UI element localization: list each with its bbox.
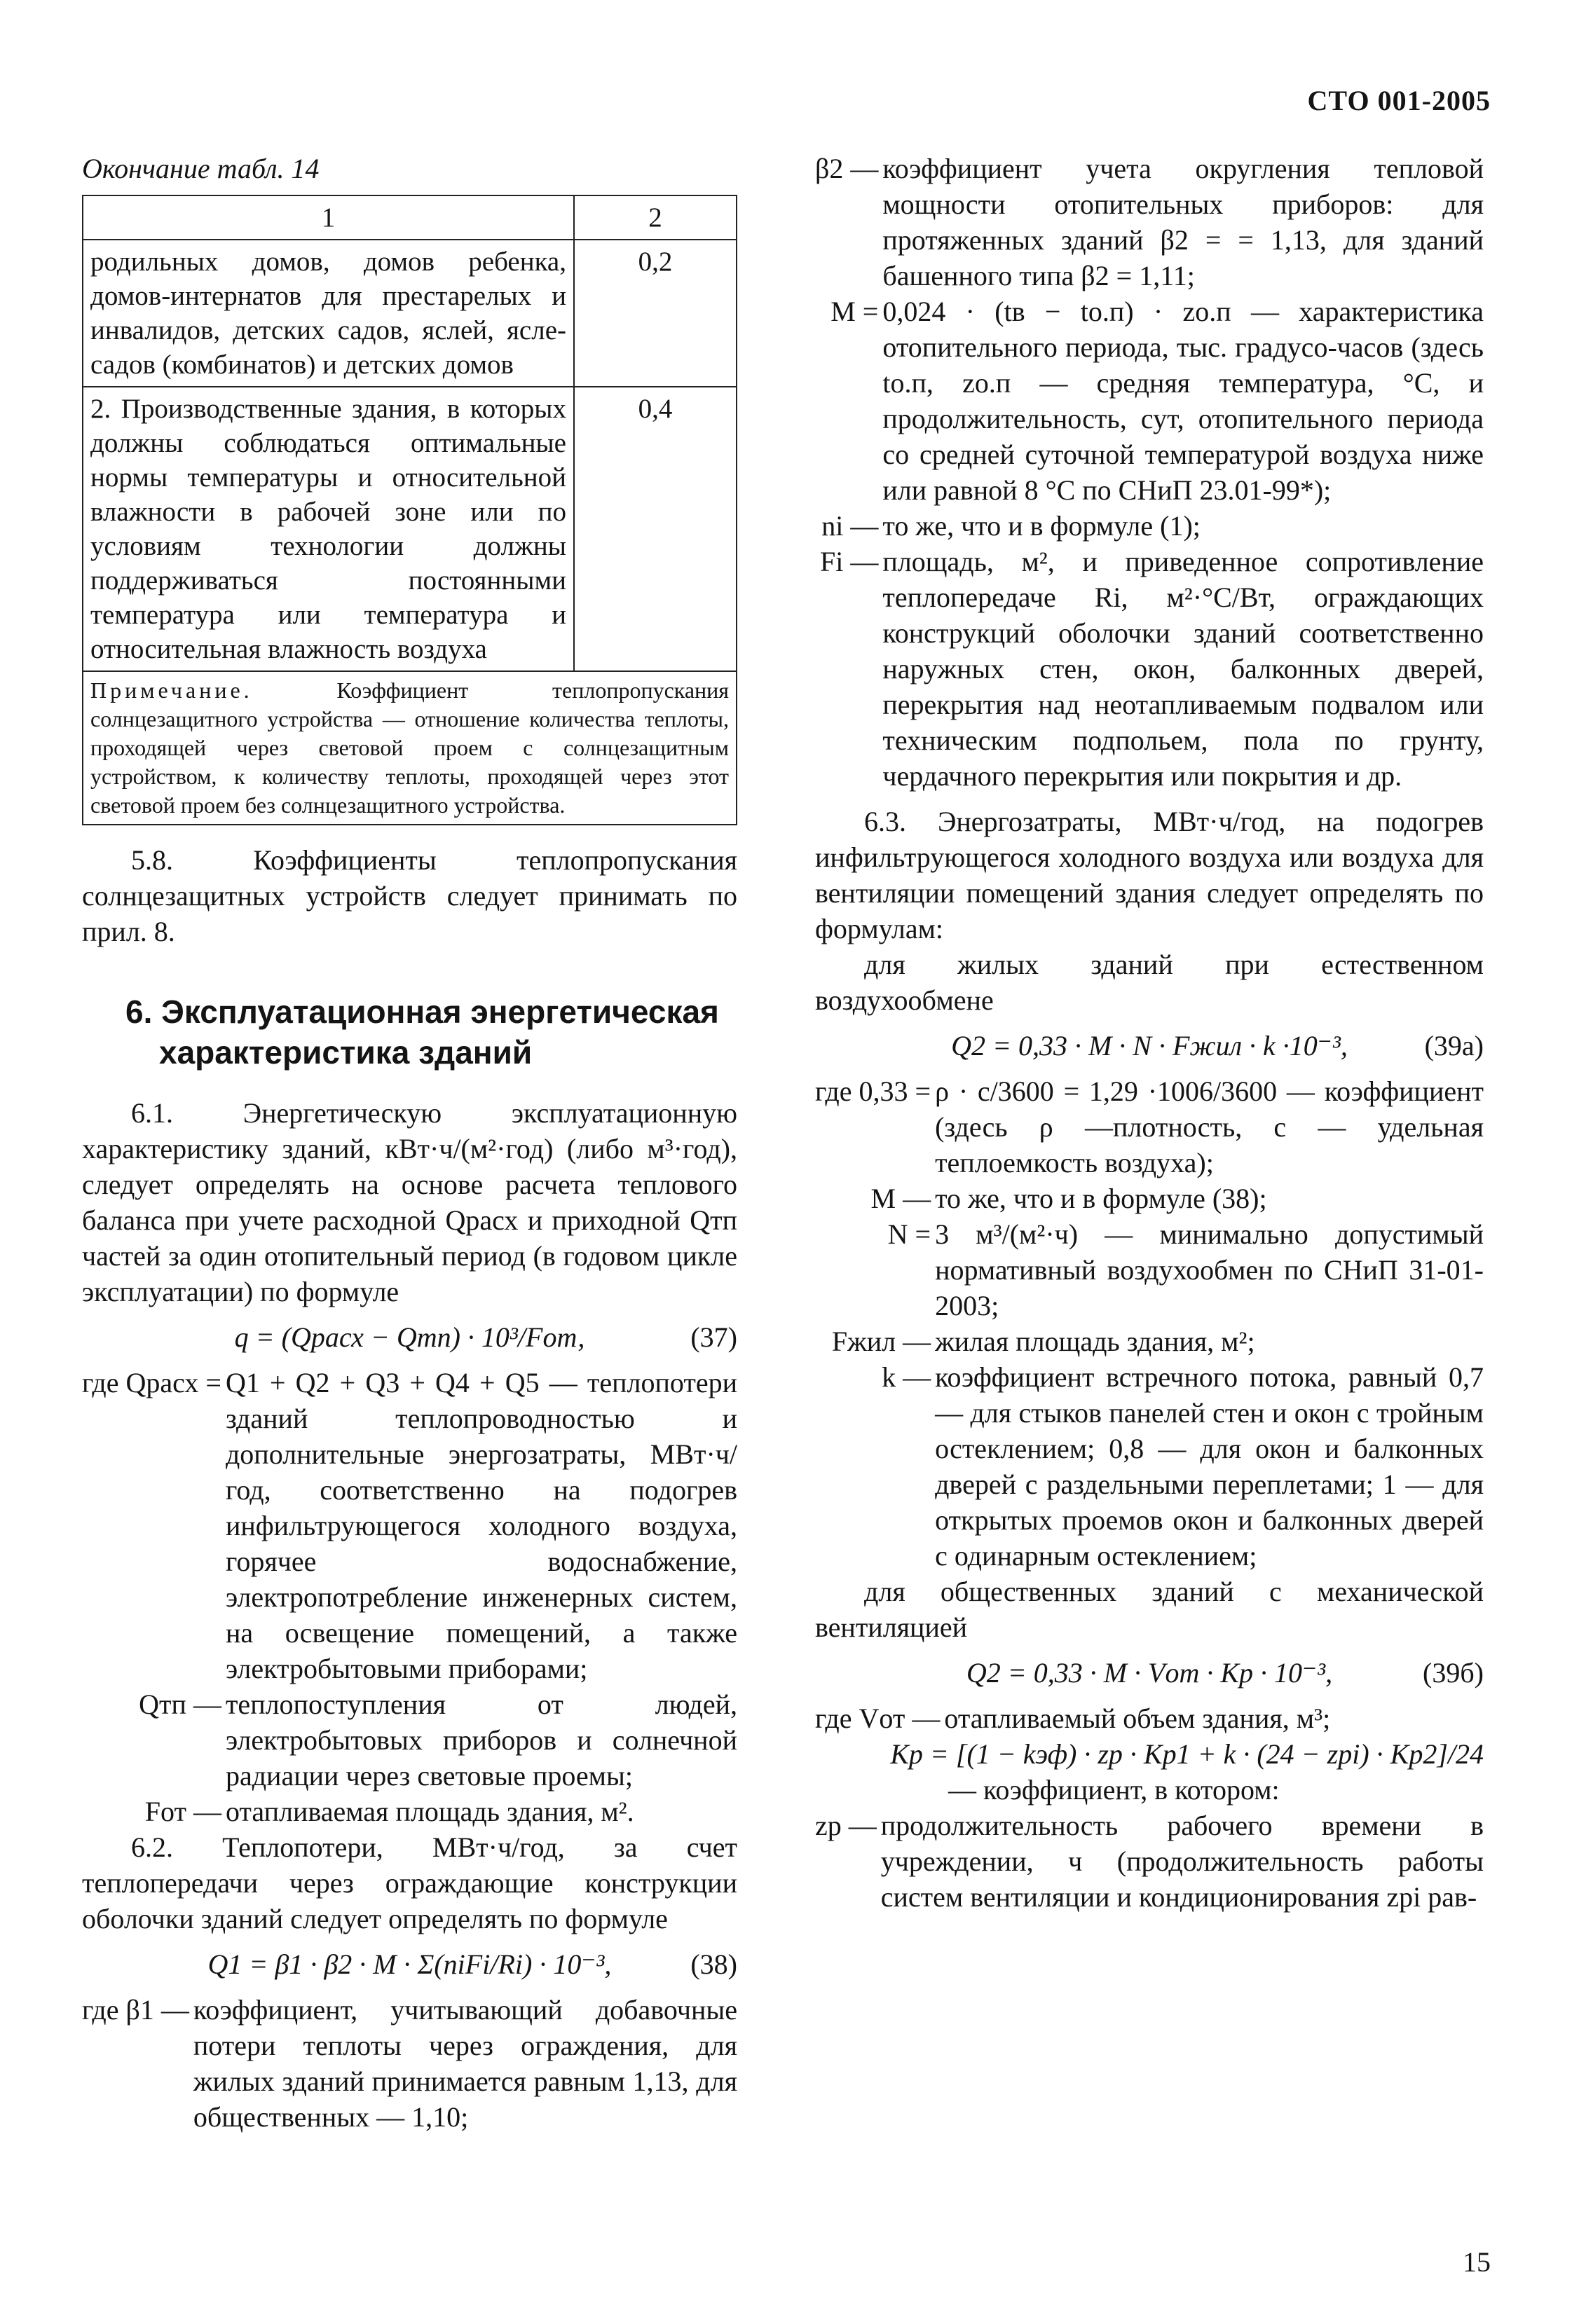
standard-code: СТО 001-2005 [1307, 85, 1491, 116]
def-term: где Vот — [815, 1703, 941, 1734]
formula-number: (39б) [1423, 1657, 1484, 1689]
paragraph-residential: для жилых зданий при естественном воздухообмене [815, 949, 1484, 1016]
def-term: M — [870, 1183, 931, 1214]
def-desc: коэффициент, учитывающий добавочные потери теплоты через ограждения, для жилых зданий принимается равным 1,13, для общественных — 1,10; [193, 1994, 737, 2133]
def-desc: Q1 + Q2 + Q3 + Q4 + Q5 — теплопотери зданий теплопроводностью и дополнительные энергозатраты, МВт·ч/год, соответственно на подогрев инфильтрующегося холодного воздуха, горячее водоснабжение, электропотребление инженерных систем, на освещение помещений, а также электробытовыми приборами; [225, 1367, 737, 1684]
table-header-cell: 1 [83, 195, 574, 240]
def-desc: продолжительность рабочего времени в учреждении, ч (продолжительность работы систем вентиляции и кондиционирования zрi рав- [880, 1810, 1484, 1913]
table-note [83, 671, 737, 825]
table-14 [82, 195, 737, 825]
formula-text: Q1 = β1 · β2 · M · Σ(niFi/Ri) · 10⁻³, [207, 1948, 612, 1980]
def-term: Fот — [144, 1796, 221, 1827]
table-cell-value: 0,4 [574, 387, 737, 671]
formula-number: (37) [690, 1321, 737, 1353]
def-desc: коэффициент встречного потока, равный 0,7 — для стыков панелей стен и окон с тройным остеклением; 0,8 — для окон и балконных дверей с раздельными переплетами; 1 — для открытых проемов окон и балконных дверей с одинарным остеклением; [935, 1361, 1484, 1572]
formula-text: q = (Qрасх − Qтп) · 10³/Fот, [234, 1321, 585, 1353]
definitions-38-cont [815, 151, 1484, 794]
def-term: где β1 — [82, 1994, 189, 2026]
note-label: Примечание. [90, 678, 253, 703]
def-desc: то же, что и в формуле (38); [935, 1183, 1267, 1214]
table-note-row [83, 671, 737, 825]
page-number: 15 [1463, 2246, 1491, 2278]
table-header-cell: 2 [574, 195, 737, 240]
definitions-38 [82, 1992, 737, 2135]
def-term: где 0,33 = [815, 1075, 931, 1107]
section-title-line-1: 6. Эксплуатационная энергетическая [125, 993, 719, 1030]
table-caption: Окончание табл. 14 [82, 153, 320, 184]
formula-number: (39а) [1424, 1030, 1484, 1061]
paragraph-5-8: 5.8. Коэффициенты теплопропускания солнцезащитных устройств следует принимать по прил. 8. [82, 844, 737, 947]
def-desc: 0,024 · (tв − tо.п) · zо.п — характеристика отопительного периода, тыс. градусо-часов (здесь tо.п, zо.п — средняя температура, °С, и продолжительность, сут, отопительного периода со средней суточной температурой воздуха ниже или равной 8 °С по СНиП 23.01-99*); [882, 296, 1484, 506]
table-cell-text: 2. Производственные здания, в которых должны соблюдаться оптимальные нормы температуры и относительной влажности в рабочей зоне или по условиям технологии должны поддерживаться постоянными температура или температура и относительная влажность воздуха [83, 387, 574, 671]
def-term: ni — [821, 510, 879, 542]
kp-formula-text: Kр = [(1 − kэф) · zр · Kр1 + k · (24 − zрi) · Kр2]/24 [890, 1738, 1484, 1770]
def-desc: коэффициент учета округления тепловой мощности отопительных приборов: для протяженных зданий β2 = = 1,13, для зданий башенного типа β2 = 1,11; [882, 153, 1484, 291]
formula-38 [82, 1946, 737, 1982]
section-title [125, 991, 737, 1073]
def-term: β2 — [815, 153, 879, 184]
def-desc: 3 м³/(м²·ч) — минимально допустимый нормативный воздухообмен по СНиП 31-01-2003; [935, 1218, 1484, 1321]
table-row [83, 240, 737, 387]
formula-text: Q2 = 0,33 · M · N · Fжил · k ·10⁻³, [951, 1030, 1348, 1061]
table-header-row [83, 195, 737, 240]
table-cell-text: родильных домов, домов ребенка, домов-интернатов для престарелых и инвалидов, детских садов, яслей, ясле-садов (комбинатов) и детских домов [83, 240, 574, 387]
def-term: где Qрасх = [82, 1367, 221, 1398]
definitions-39a [815, 1073, 1484, 1574]
def-term: Qтп — [139, 1689, 221, 1720]
def-desc: то же, что и в формуле (1); [882, 510, 1201, 542]
def-term: k — [882, 1361, 931, 1393]
left-column [82, 151, 737, 2135]
def-term: N = [887, 1218, 931, 1250]
formula-37 [82, 1319, 737, 1355]
definitions-37 [82, 1365, 737, 1829]
formula-39b [815, 1655, 1484, 1691]
definitions-zp [815, 1808, 1484, 1915]
def-desc: отапливаемая площадь здания, м². [225, 1796, 634, 1827]
formula-text: Q2 = 0,33 · M · Vот · Kр · 10⁻³, [966, 1657, 1333, 1689]
def-term: Fi — [820, 546, 879, 577]
formula-39a [815, 1028, 1484, 1064]
table-cell-value: 0,2 [574, 240, 737, 387]
kp-description: — коэффициент, в котором: [948, 1774, 1280, 1806]
paragraph-6-1: 6.1. Энергетическую эксплуатационную характеристику зданий, кВт·ч/(м²·год) (либо м³·год), следует определять на основе расчета теплового баланса при учете расходной Qрасх и приходной Qтп частей за один отопительный период (в годовом цикле эксплуатации) по формуле [82, 1097, 737, 1307]
table-row [83, 387, 737, 671]
def-desc: ρ · c/3600 = 1,29 ·1006/3600 — коэффициент (здесь ρ —плотность, c — удельная теплоемкость воздуха); [935, 1075, 1484, 1178]
def-desc: площадь, м², и приведенное сопротивление теплопередаче Ri, м²·°С/Вт, ограждающих конструкций оболочки зданий соответственно наружных стен, окон, балконных дверей, перекрытия над неотапливаемым подвалом или техническим подпольем, пола по грунту, чердачного перекрытия или покрытия и др. [882, 546, 1484, 792]
definitions-39b [815, 1700, 1484, 1736]
paragraph-public: для общественных зданий с механической вентиляцией [815, 1576, 1484, 1643]
def-term: Fжил — [831, 1326, 931, 1357]
kp-formula [815, 1736, 1484, 1772]
def-desc: теплопоступления от людей, электробытовых приборов и солнечной радиации через световые проемы; [225, 1689, 737, 1792]
section-title-line-2: характеристика зданий [159, 1034, 533, 1071]
def-desc: жилая площадь здания, м²; [935, 1326, 1255, 1357]
right-column [815, 151, 1484, 1915]
def-term: zр — [815, 1810, 877, 1841]
def-term: M = [830, 296, 879, 327]
paragraph-6-2: 6.2. Теплопотери, МВт·ч/год, за счет теплопередачи через ограждающие конструкции оболочки зданий следует определять по формуле [82, 1831, 737, 1934]
def-desc: отапливаемый объем здания, м³; [944, 1703, 1331, 1734]
note-text: Коэффициент теплопропускания солнцезащитного устройства — отношение количества теплоты, проходящей через световой проем с солнцезащитным устройством, к количеству теплоты, проходящей через этот световой проем без солнцезащитного устройства. [90, 678, 730, 818]
paragraph-6-3: 6.3. Энергозатраты, МВт·ч/год, на подогрев инфильтрующегося холодного воздуха или воздуха для вентиляции помещений здания следует определять по формулам: [815, 806, 1484, 944]
formula-number: (38) [690, 1948, 737, 1980]
